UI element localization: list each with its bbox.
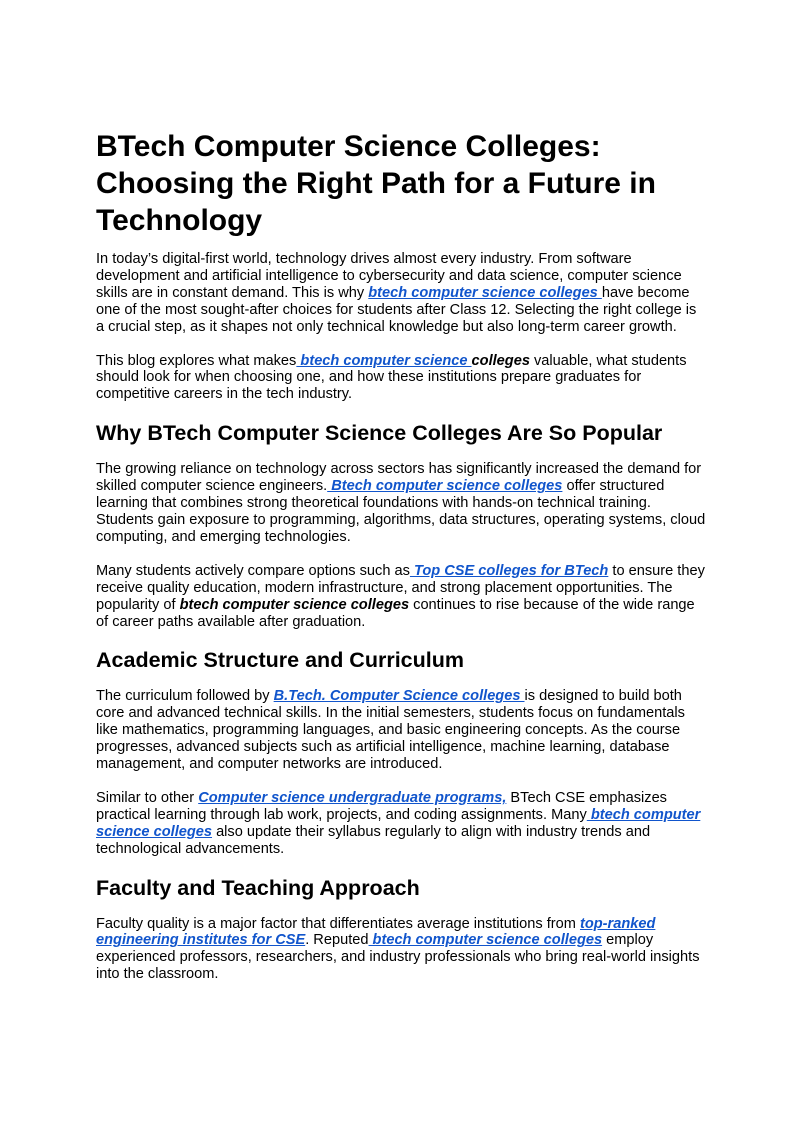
section-heading-faculty: Faculty and Teaching Approach <box>96 875 420 900</box>
colleges-emphasis: colleges <box>471 352 530 369</box>
curriculum-paragraph-2: Similar to other Computer science undergraduate programs, BTech CSE emphasizes practical learning through lab work, projects, and coding assignments. Many btech computer science colleges also update their syllabus regularly to align with industry trends and technological advancements. <box>96 789 701 857</box>
btech-cs-colleges-link[interactable]: btech computer science colleges <box>368 284 602 301</box>
curriculum-paragraph-1: The curriculum followed by B.Tech. Computer Science colleges is designed to build both core and advanced technical skills. In the initial semesters, students focus on fundamentals like mathematics, programming languages, and basic engineering concepts. As the course progresses, advanced subjects such as artificial intelligence, machine learning, database management, and computer networks are introduced. <box>96 688 685 773</box>
btech-cs-colleges-link-4[interactable]: btech computer science colleges <box>96 806 701 840</box>
popular-paragraph-1: The growing reliance on technology across sectors has significantly increased the demand for skilled computer science engineers. Btech computer science colleges offer structured learning that combines strong theoretical foundations with hands-on technical training. Students gain exposure to programming, algorithms, data structures, operating systems, cloud computing, and emerging technologies. <box>96 461 706 545</box>
popular-paragraph-2: Many students actively compare options such as Top CSE colleges for BTech to ensure they receive quality education, modern infrastructure, and strong placement opportunities. The popularity of btech computer science colleges continues to rise because of the wide range of career paths available after graduation. <box>96 562 705 630</box>
document-page <box>96 128 706 1000</box>
intro-paragraph-1: In today’s digital-first world, technology drives almost every industry. From software development and artificial intelligence to cybersecurity and data science, computer science skills are in constant demand. This is why btech computer science colleges have become one of the most sought-after choices for students after Class 12. Selecting the right college is a crucial step, as it shapes not only technical knowledge but also long-term career growth. <box>96 251 697 335</box>
btech-cs-colleges-link-3[interactable]: B.Tech. Computer Science colleges <box>273 688 525 705</box>
btech-cs-colleges-link-2[interactable]: Btech computer science colleges <box>327 478 563 495</box>
top-ranked-institutes-link[interactable]: top-ranked engineering institutes for CSE <box>96 915 656 949</box>
top-cse-colleges-link[interactable]: Top CSE colleges for BTech <box>409 562 609 579</box>
btech-cs-colleges-emphasis: btech computer science colleges <box>179 596 410 613</box>
btech-cs-link[interactable]: btech computer science <box>296 352 472 369</box>
cs-undergraduate-programs-link[interactable]: Computer science undergraduate programs, <box>198 789 507 806</box>
btech-cs-colleges-link-5[interactable]: btech computer science colleges <box>368 932 603 949</box>
section-heading-curriculum: Academic Structure and Curriculum <box>96 648 464 673</box>
faculty-paragraph-1: Faculty quality is a major factor that differentiates average institutions from top-ranked engineering institutes for CSE. Reputed btech computer science colleges employ experienced professors, researchers, and industry professionals who bring real-world insights into the classroom. <box>96 915 700 983</box>
section-heading-popular: Why BTech Computer Science Colleges Are So Popular <box>96 421 663 446</box>
intro-paragraph-2: This blog explores what makes btech computer science colleges valuable, what students should look for when choosing one, and how these institutions prepare graduates for competitive careers in the tech industry. <box>96 352 687 403</box>
page-title: BTech Computer Science Colleges: Choosing the Right Path for a Future in Technology <box>96 130 656 237</box>
